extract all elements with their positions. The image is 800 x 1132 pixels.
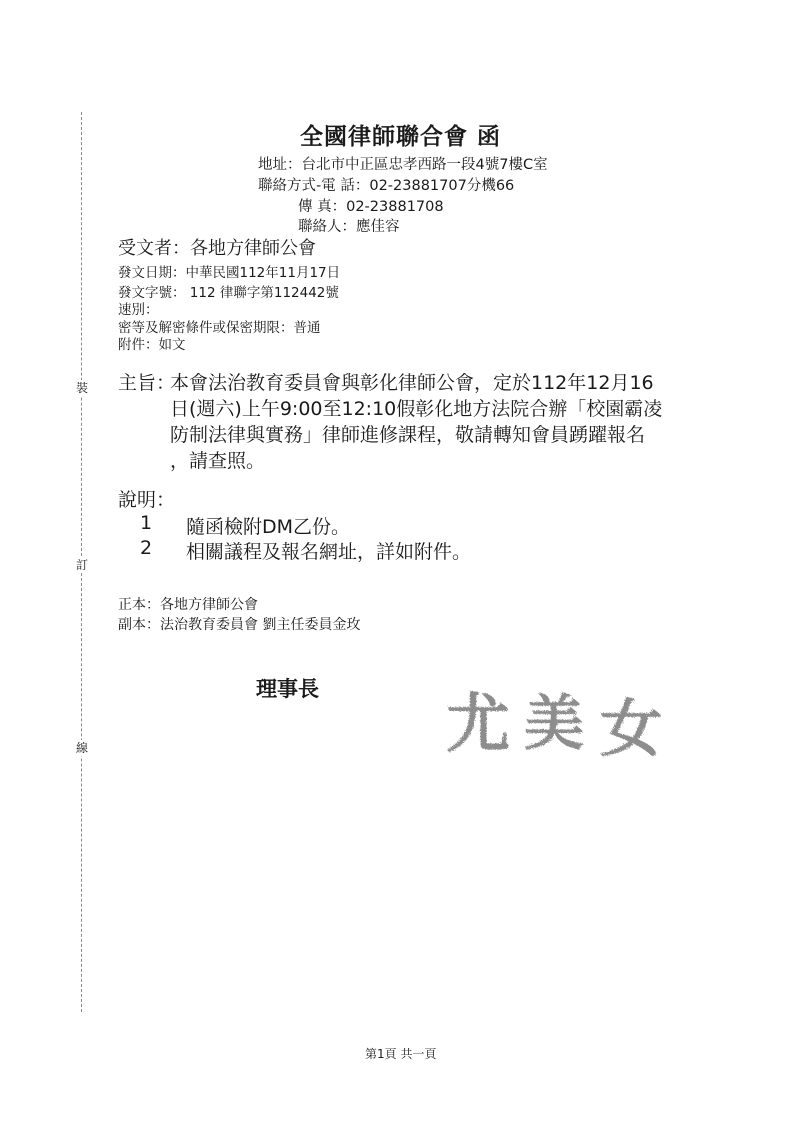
sender-fax: 傳 真：02-23881708 [298,199,444,215]
document-number: 發文字號： 112 律聯字第112442號 [118,285,339,301]
sender-address: 地址：台北市中正區忠孝西路一段4號7樓C室 [258,157,548,173]
binding-char-zhuang: 裝 [75,381,88,395]
subject-text [170,370,770,474]
copy-recipients: 副本：法治教育委員會 劉主任委員金玫 [118,617,361,633]
page-number: 第1頁 共一頁 [365,1047,437,1061]
subject-line: 防制法律與實務」律師進修課程，敬請轉知會員踴躍報名 [170,424,646,446]
binding-char-ding: 訂 [75,558,88,572]
explanation-item-number: 1 [140,512,153,534]
explanation-item-text: 隨函檢附DM乙份。 [186,516,351,538]
attachment-note: 附件：如文 [118,337,186,353]
chairperson-title: 理事長 [256,677,319,701]
sender-phone: 聯絡方式-電 話：02-23881707分機66 [258,178,515,194]
explanation-item-number: 2 [140,537,153,559]
recipient: 受文者：各地方律師公會 [118,238,316,259]
issue-date: 發文日期：中華民國112年11月17日 [118,265,341,281]
svg-text:美: 美 [524,689,584,759]
sender-contact: 聯絡人：應佳容 [298,219,400,235]
confidentiality: 密等及解密條件或保密期限：普通 [118,320,321,336]
explanation-item-text: 相關議程及報名網址，詳如附件。 [186,541,472,563]
svg-text:女: 女 [600,692,663,765]
subject-line: 日(週六)上午9:00至12:10假彰化地方法院合辦「校園霸凌 [170,398,663,420]
original-recipients: 正本：各地方律師公會 [118,597,258,613]
signature-stamp [440,668,670,768]
subject-line: ，請查照。 [170,450,266,472]
subject-line: 本會法治教育委員會與彰化律師公會，定於112年12月16 [170,372,654,394]
subject-label: 主旨： [118,372,176,394]
binding-char-xian: 線 [75,741,88,755]
speed-class: 速別： [118,302,159,318]
explanation-label: 說明： [118,489,176,511]
document-title: 全國律師聯合會 函 [300,124,502,150]
svg-text:尤: 尤 [446,687,510,762]
